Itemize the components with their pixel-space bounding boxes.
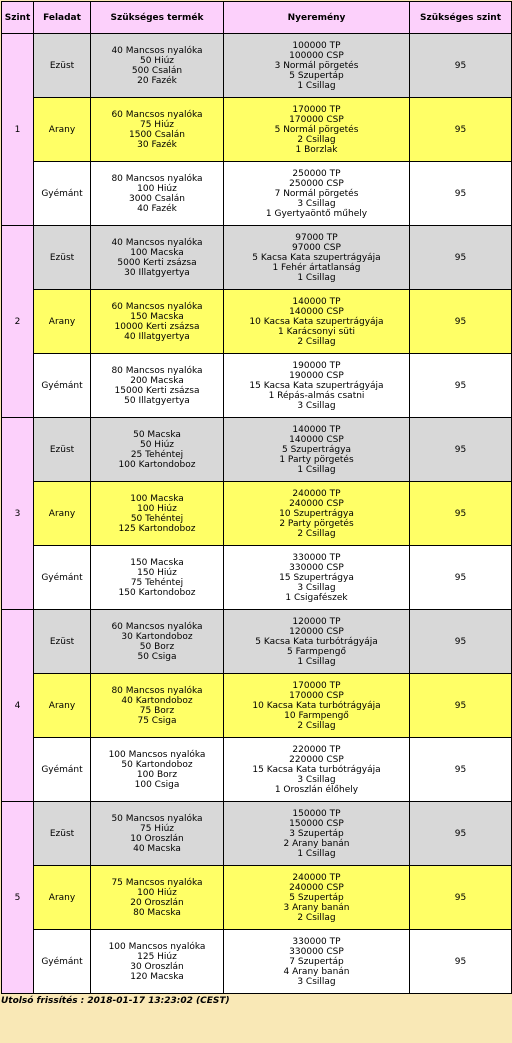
rewards-table	[1, 1, 512, 994]
reward-line: 5 Szupertrágya	[282, 444, 351, 455]
reward-line: 2 Arany banán	[283, 838, 350, 849]
reward-line: 10 Kacsa Kata szupertrágyája	[249, 316, 384, 327]
table-row	[2, 98, 512, 162]
product-line: 50 Tehéntej	[130, 513, 184, 524]
reward-line: 15 Kacsa Kata szupertrágyája	[249, 380, 384, 391]
product-line: 60 Mancsos nyalóka	[111, 621, 203, 632]
rewards-cell	[224, 482, 410, 546]
reward-line: 1 Party pörgetés	[279, 454, 354, 465]
reward-line: 140000 TP	[292, 424, 341, 435]
table-row	[2, 290, 512, 354]
product-line: 100 Hiúz	[137, 183, 177, 194]
reward-line: 140000 CSP	[289, 434, 344, 445]
reward-line: 150000 CSP	[289, 818, 344, 829]
products-cell	[91, 802, 224, 866]
product-line: 1500 Csalán	[129, 129, 185, 140]
reward-line: 120000 CSP	[289, 626, 344, 637]
rewards-cell	[224, 34, 410, 98]
product-line: 50 Borz	[139, 641, 175, 652]
product-line: 60 Mancsos nyalóka	[111, 301, 203, 312]
required-level-cell: 95	[410, 546, 512, 610]
product-line: 100 Macska	[130, 493, 184, 504]
table-row	[2, 418, 512, 482]
rewards-cell	[224, 162, 410, 226]
reward-line: 10 Szupertrágya	[279, 508, 354, 519]
reward-line: 190000 TP	[292, 360, 341, 371]
level-cell: 2	[2, 226, 34, 418]
product-line: 40 Kartondoboz	[121, 695, 193, 706]
product-line: 150 Hiúz	[137, 567, 177, 578]
product-line: 10000 Kerti zsázsa	[114, 321, 200, 332]
reward-line: 1 Csillag	[297, 80, 336, 91]
task-cell: Ezüst	[34, 226, 91, 290]
product-line: 100 Kartondoboz	[118, 459, 196, 470]
header-rewards: Nyeremény	[224, 2, 410, 34]
task-cell: Ezüst	[34, 418, 91, 482]
reward-line: 1 Csillag	[297, 656, 336, 667]
required-level-cell: 95	[410, 802, 512, 866]
product-line: 3000 Csalán	[129, 193, 185, 204]
task-cell: Ezüst	[34, 34, 91, 98]
reward-line: 2 Csillag	[297, 912, 336, 923]
reward-line: 240000 TP	[292, 872, 341, 883]
product-line: 100 Mancsos nyalóka	[108, 749, 206, 760]
product-line: 100 Macska	[130, 247, 184, 258]
reward-line: 330000 TP	[292, 936, 341, 947]
table-row	[2, 34, 512, 98]
level-cell: 3	[2, 418, 34, 610]
required-level-cell: 95	[410, 866, 512, 930]
product-line: 60 Mancsos nyalóka	[111, 109, 203, 120]
products-cell	[91, 98, 224, 162]
reward-line: 140000 TP	[292, 296, 341, 307]
products-cell	[91, 738, 224, 802]
table-row	[2, 930, 512, 994]
reward-line: 330000 TP	[292, 552, 341, 563]
rewards-cell	[224, 738, 410, 802]
product-line: 75 Borz	[139, 705, 175, 716]
required-level-cell: 95	[410, 482, 512, 546]
reward-line: 5 Szupertáp	[289, 892, 344, 903]
reward-line: 1 Karácsonyi süti	[277, 326, 356, 337]
reward-line: 120000 TP	[292, 616, 341, 627]
product-line: 150 Macska	[130, 557, 184, 568]
header-row	[2, 2, 512, 34]
product-line: 125 Kartondoboz	[118, 523, 196, 534]
product-line: 20 Fazék	[137, 75, 177, 86]
rewards-cell	[224, 354, 410, 418]
header-level: Szint	[2, 2, 34, 34]
products-cell	[91, 930, 224, 994]
reward-line: 1 Répás-almás csatni	[268, 390, 365, 401]
table-row	[2, 866, 512, 930]
reward-line: 10 Kacsa Kata turbótrágyája	[252, 700, 381, 711]
product-line: 120 Macska	[130, 971, 184, 982]
reward-line: 15 Kacsa Kata turbótrágyája	[252, 764, 381, 775]
products-cell	[91, 290, 224, 354]
rewards-cell	[224, 98, 410, 162]
product-line: 30 Illatgyertya	[124, 267, 190, 278]
reward-line: 7 Szupertáp	[289, 956, 344, 967]
required-level-cell: 95	[410, 98, 512, 162]
table-row	[2, 482, 512, 546]
header-required-level: Szükséges szint	[410, 2, 512, 34]
reward-line: 5 Kacsa Kata szupertrágyája	[252, 252, 381, 263]
products-cell	[91, 610, 224, 674]
reward-line: 150000 TP	[292, 808, 341, 819]
product-line: 40 Fazék	[137, 203, 177, 214]
reward-line: 2 Csillag	[297, 336, 336, 347]
product-line: 100 Borz	[136, 769, 178, 780]
task-cell: Gyémánt	[34, 162, 91, 226]
reward-line: 3 Csillag	[297, 774, 336, 785]
products-cell	[91, 354, 224, 418]
header-task: Feladat	[34, 2, 91, 34]
reward-line: 5 Normál pörgetés	[274, 124, 359, 135]
task-cell: Gyémánt	[34, 354, 91, 418]
reward-line: 1 Csillag	[297, 272, 336, 283]
product-line: 75 Mancsos nyalóka	[111, 877, 203, 888]
product-line: 5000 Kerti zsázsa	[117, 257, 197, 268]
product-line: 40 Mancsos nyalóka	[111, 45, 203, 56]
products-cell	[91, 674, 224, 738]
reward-line: 220000 TP	[292, 744, 341, 755]
required-level-cell: 95	[410, 674, 512, 738]
product-line: 40 Illatgyertya	[124, 331, 190, 342]
product-line: 40 Macska	[133, 843, 181, 854]
task-cell: Gyémánt	[34, 930, 91, 994]
products-cell	[91, 546, 224, 610]
rewards-cell	[224, 802, 410, 866]
reward-line: 170000 TP	[292, 104, 341, 115]
reward-line: 240000 CSP	[289, 882, 344, 893]
product-line: 80 Macska	[133, 907, 181, 918]
products-cell	[91, 866, 224, 930]
reward-line: 3 Csillag	[297, 976, 336, 987]
level-cell: 5	[2, 802, 34, 994]
rewards-cell	[224, 610, 410, 674]
product-line: 50 Hiúz	[139, 439, 174, 450]
table-row	[2, 226, 512, 290]
reward-line: 3 Arany banán	[283, 902, 350, 913]
reward-line: 170000 TP	[292, 680, 341, 691]
task-cell: Arany	[34, 674, 91, 738]
rewards-cell	[224, 674, 410, 738]
reward-line: 3 Csillag	[297, 198, 336, 209]
product-line: 30 Fazék	[137, 139, 177, 150]
product-line: 30 Kartondoboz	[121, 631, 193, 642]
required-level-cell: 95	[410, 610, 512, 674]
product-line: 50 Hiúz	[139, 55, 174, 66]
task-cell: Gyémánt	[34, 738, 91, 802]
level-cell: 4	[2, 610, 34, 802]
reward-line: 1 Csillag	[297, 464, 336, 475]
products-cell	[91, 34, 224, 98]
reward-line: 220000 CSP	[289, 754, 344, 765]
rewards-cell	[224, 866, 410, 930]
reward-line: 2 Csillag	[297, 134, 336, 145]
reward-line: 240000 CSP	[289, 498, 344, 509]
reward-line: 100000 TP	[292, 40, 341, 51]
reward-line: 5 Szupertáp	[289, 70, 344, 81]
product-line: 50 Csiga	[137, 651, 177, 662]
reward-line: 1 Borzlak	[295, 144, 338, 155]
task-cell: Gyémánt	[34, 546, 91, 610]
product-line: 150 Macska	[130, 311, 184, 322]
reward-line: 250000 TP	[292, 168, 341, 179]
reward-line: 2 Csillag	[297, 528, 336, 539]
reward-line: 97000 TP	[295, 232, 338, 243]
table-row	[2, 610, 512, 674]
task-cell: Ezüst	[34, 802, 91, 866]
last-updated: Utolsó frissítés : 2018-01-17 13:23:02 (CEST)	[1, 996, 230, 1006]
reward-line: 5 Kacsa Kata turbótrágyája	[255, 636, 378, 647]
product-line: 500 Csalán	[131, 65, 183, 76]
required-level-cell: 95	[410, 354, 512, 418]
table-row	[2, 162, 512, 226]
product-line: 125 Hiúz	[137, 951, 177, 962]
rewards-cell	[224, 226, 410, 290]
rewards-cell	[224, 418, 410, 482]
task-cell: Arany	[34, 866, 91, 930]
rewards-cell	[224, 930, 410, 994]
reward-line: 3 Szupertáp	[289, 828, 344, 839]
reward-line: 1 Gyertyaöntő műhely	[265, 208, 368, 219]
reward-line: 170000 CSP	[289, 690, 344, 701]
reward-line: 2 Party pörgetés	[279, 518, 354, 529]
table-row	[2, 674, 512, 738]
required-level-cell: 95	[410, 418, 512, 482]
header-required-products: Szükséges termék	[91, 2, 224, 34]
reward-line: 4 Arany banán	[283, 966, 350, 977]
product-line: 100 Mancsos nyalóka	[108, 941, 206, 952]
task-cell: Arany	[34, 290, 91, 354]
reward-line: 15 Szupertrágya	[279, 572, 354, 583]
products-cell	[91, 226, 224, 290]
product-line: 80 Mancsos nyalóka	[111, 365, 203, 376]
reward-line: 100000 CSP	[289, 50, 344, 61]
table-row	[2, 354, 512, 418]
task-cell: Ezüst	[34, 610, 91, 674]
reward-line: 10 Farmpengő	[284, 710, 349, 721]
reward-line: 250000 CSP	[289, 178, 344, 189]
product-line: 50 Illatgyertya	[124, 395, 190, 406]
reward-line: 190000 CSP	[289, 370, 344, 381]
reward-line: 330000 CSP	[289, 562, 344, 573]
required-level-cell: 95	[410, 162, 512, 226]
product-line: 100 Hiúz	[137, 887, 177, 898]
product-line: 10 Oroszlán	[130, 833, 184, 844]
product-line: 75 Tehéntej	[130, 577, 184, 588]
product-line: 50 Macska	[133, 429, 181, 440]
product-line: 50 Kartondoboz	[121, 759, 193, 770]
reward-line: 7 Normál pörgetés	[274, 188, 359, 199]
product-line: 75 Hiúz	[139, 119, 174, 130]
product-line: 80 Mancsos nyalóka	[111, 173, 203, 184]
required-level-cell: 95	[410, 738, 512, 802]
rewards-cell	[224, 290, 410, 354]
reward-line: 3 Csillag	[297, 582, 336, 593]
reward-line: 1 Csigafészek	[285, 592, 348, 603]
reward-line: 330000 CSP	[289, 946, 344, 957]
task-cell: Arany	[34, 482, 91, 546]
products-cell	[91, 162, 224, 226]
table-row	[2, 546, 512, 610]
product-line: 15000 Kerti zsázsa	[114, 385, 200, 396]
reward-line: 97000 CSP	[292, 242, 341, 253]
table-body	[2, 34, 512, 994]
product-line: 40 Mancsos nyalóka	[111, 237, 203, 248]
required-level-cell: 95	[410, 226, 512, 290]
reward-line: 3 Normál pörgetés	[274, 60, 359, 71]
required-level-cell: 95	[410, 290, 512, 354]
product-line: 75 Hiúz	[139, 823, 174, 834]
product-line: 20 Oroszlán	[130, 897, 184, 908]
reward-line: 2 Csillag	[297, 720, 336, 731]
product-line: 200 Macska	[130, 375, 184, 386]
task-cell: Arany	[34, 98, 91, 162]
table-row	[2, 738, 512, 802]
product-line: 30 Oroszlán	[130, 961, 184, 972]
level-cell: 1	[2, 34, 34, 226]
product-line: 100 Csiga	[134, 779, 180, 790]
product-line: 150 Kartondoboz	[118, 587, 196, 598]
products-cell	[91, 482, 224, 546]
products-cell	[91, 418, 224, 482]
required-level-cell: 95	[410, 930, 512, 994]
reward-line: 240000 TP	[292, 488, 341, 499]
rewards-cell	[224, 546, 410, 610]
required-level-cell: 95	[410, 34, 512, 98]
product-line: 25 Tehéntej	[130, 449, 184, 460]
product-line: 50 Mancsos nyalóka	[111, 813, 203, 824]
reward-line: 1 Csillag	[297, 848, 336, 859]
product-line: 100 Hiúz	[137, 503, 177, 514]
product-line: 80 Mancsos nyalóka	[111, 685, 203, 696]
reward-line: 1 Oroszlán élőhely	[274, 784, 359, 795]
table-row	[2, 802, 512, 866]
product-line: 75 Csiga	[137, 715, 177, 726]
reward-line: 140000 CSP	[289, 306, 344, 317]
reward-line: 5 Farmpengő	[287, 646, 346, 657]
reward-line: 1 Fehér ártatlanság	[272, 262, 361, 273]
reward-line: 3 Csillag	[297, 400, 336, 411]
reward-line: 170000 CSP	[289, 114, 344, 125]
